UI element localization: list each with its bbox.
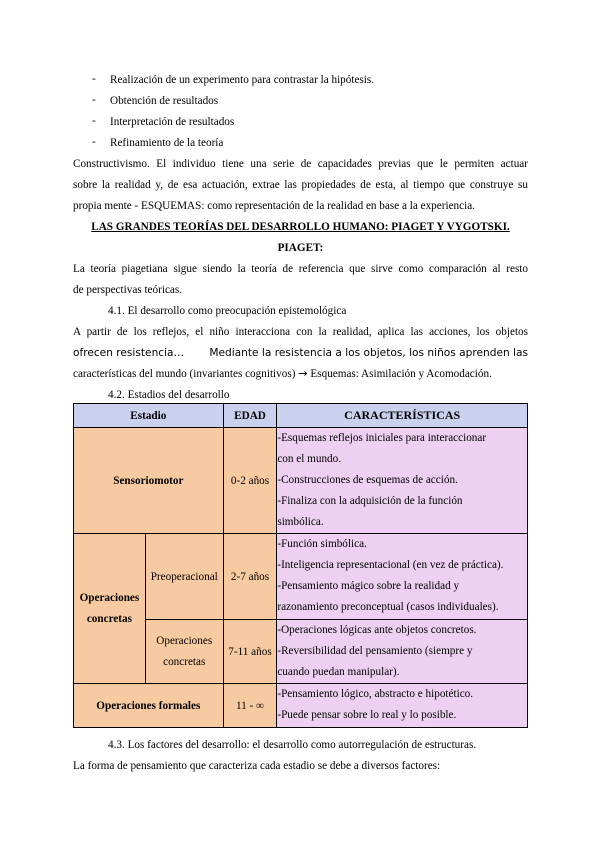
characteristic-line: -Operaciones lógicas ante objetos concretos.	[277, 624, 477, 636]
paragraph-fragment: Esquemas: Asimilación y Acomodación.	[310, 368, 492, 380]
characteristic-line: -Inteligencia representacional (en vez de práctica).	[277, 559, 504, 571]
list-item: Obtención de resultados	[110, 95, 219, 107]
characteristic-line: -Puede pensar sobre lo real y lo posible.	[277, 709, 457, 721]
characteristic-line: -Finaliza con la adquisición de la función	[277, 495, 463, 507]
age-preoperacional: 2-7 años	[223, 534, 277, 620]
paragraph-fragment: Mediante la resistencia a los objetos, los niños aprenden las	[209, 347, 528, 359]
characteristic-line: -Función simbólica.	[277, 538, 367, 550]
table-row	[74, 428, 528, 534]
bullet-marker: -	[92, 94, 96, 106]
list-item: Realización de un experimento para contrastar la hipótesis.	[110, 74, 375, 86]
main-heading: LAS GRANDES TEORÍAS DEL DESARROLLO HUMANO: PIAGET Y VYGOTSKI.	[91, 221, 510, 233]
section-4-3-title: 4.3. Los factores del desarrollo: el desarrollo como autorregulación de estructuras.	[108, 739, 477, 751]
bullet-marker: -	[92, 115, 96, 127]
table-header-row	[74, 404, 528, 428]
list-item: Refinamiento de la teoría	[110, 137, 224, 149]
right-arrow-icon: →	[298, 367, 308, 380]
characteristic-line: -Construcciones de esquemas de acción.	[277, 474, 458, 486]
table-row	[74, 684, 528, 728]
header-stage: Estadio	[74, 404, 224, 428]
paragraph-fragment: características del mundo (invariantes cognitivos)	[73, 368, 296, 380]
paragraph-fragment: ofrecen resistencia…	[73, 347, 185, 359]
stages-table	[73, 403, 528, 728]
characteristic-line: razonamiento preconceptual (casos individuales).	[277, 601, 499, 613]
characteristic-line: -Esquemas reflejos iniciales para interaccionar	[277, 432, 487, 444]
characteristic-line: simbólica.	[277, 516, 324, 528]
characteristics-op-concretas	[277, 620, 528, 684]
list-item: Interpretación de resultados	[110, 116, 235, 128]
section-4-1-title: 4.1. El desarrollo como preocupación epistemológica	[108, 305, 347, 317]
stage-sensoriomotor: Sensoriomotor	[74, 428, 224, 534]
characteristics-formales	[277, 684, 528, 728]
bullet-marker: -	[92, 136, 96, 148]
age-formales: 11 - ∞	[223, 684, 277, 728]
section-4-2-title: 4.2. Estadios del desarrollo	[108, 389, 230, 401]
paragraph-line	[73, 367, 492, 381]
characteristic-line: -Pensamiento mágico sobre la realidad y	[277, 580, 460, 592]
stage-group-concretas	[74, 534, 146, 684]
table-row	[74, 534, 528, 620]
stage-label-line: concretas	[163, 655, 206, 668]
stage-op-concretas	[145, 620, 223, 684]
paragraph-line: de perspectivas teóricas.	[73, 284, 183, 296]
age-sensoriomotor: 0-2 años	[223, 428, 277, 534]
characteristic-line: -Pensamiento lógico, abstracto e hipotético.	[277, 688, 474, 700]
stage-formales: Operaciones formales	[74, 684, 224, 728]
characteristics-preoperacional	[277, 534, 528, 620]
stage-preoperacional: Preoperacional	[145, 534, 223, 620]
closing-paragraph: La forma de pensamiento que caracteriza cada estadio se debe a diversos factores:	[73, 760, 441, 772]
paragraph-line	[73, 346, 528, 360]
paragraph-line: A partir de los reflejos, el niño interacciona con la realidad, aplica las acciones, los objetos	[73, 326, 528, 338]
paragraph-line: La teoría piagetiana sigue siendo la teoría de referencia que sirve como comparación al resto	[73, 263, 528, 275]
stage-group-label: Operaciones concretas	[79, 591, 140, 625]
paragraph-line: Constructivismo. El individuo tiene una serie de capacidades previas que le permiten actuar	[73, 158, 528, 170]
paragraph-line: sobre la realidad y, de esa actuación, extrae las propiedades de esta, al tiempo que construye su	[73, 179, 528, 191]
characteristic-line: con el mundo.	[277, 453, 342, 465]
characteristic-line: cuando puedan manipular).	[277, 666, 400, 678]
bullet-marker: -	[92, 73, 96, 85]
stage-label-line: Operaciones	[156, 634, 213, 647]
header-characteristics: CARACTERÍSTICAS	[277, 404, 528, 428]
piaget-heading: PIAGET:	[277, 242, 324, 254]
header-age: EDAD	[223, 404, 277, 428]
characteristic-line: -Reversibilidad del pensamiento (siempre y	[277, 645, 473, 657]
characteristics-sensoriomotor	[277, 428, 528, 534]
age-op-concretas: 7-11 años	[223, 620, 277, 684]
paragraph-line: propia mente - ESQUEMAS: como representación de la realidad en base a la experiencia.	[73, 200, 475, 212]
